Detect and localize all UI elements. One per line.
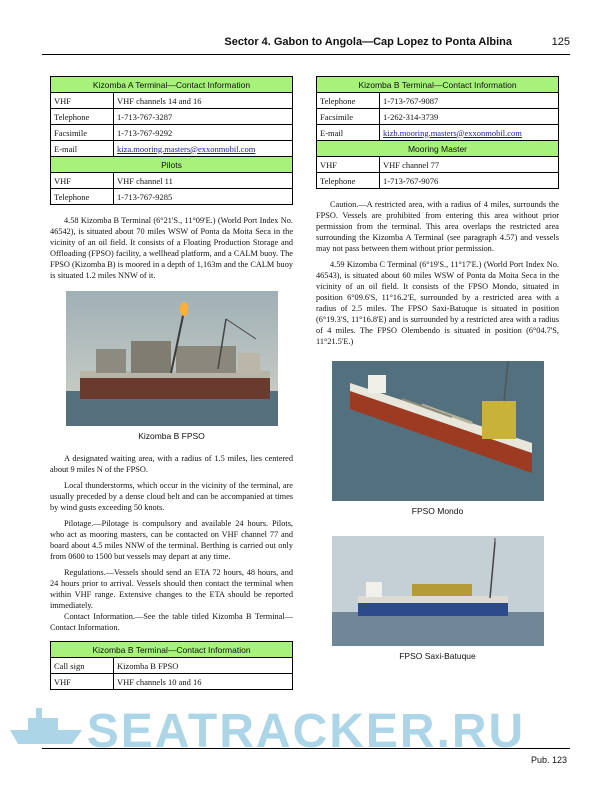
table-row (51, 674, 293, 690)
table-cell: VHF (317, 157, 380, 173)
page-header (42, 36, 570, 52)
right-column (316, 76, 559, 673)
kizomba-b-fpso-caption: Kizomba B FPSO (138, 431, 205, 441)
table-row (317, 157, 559, 173)
table-cell: Telephone (51, 109, 114, 125)
paragraph-caution (316, 199, 559, 254)
pilotage-text: Pilotage is compulsory and available 24 hours. Pilots, who act as mooring masters, can be contacted on VHF channel 77 and board about 4.5 miles NNW of the terminal. Berthing is carried out only from 0600 to 1500 but vessels may depart at any time. (50, 519, 293, 561)
paragraph-waiting-area: A designated waiting area, with a radius of 1.5 miles, lies centered about 9 miles N of the FPSO. (50, 454, 293, 474)
table-title: Kizomba B Terminal—Contact Information (317, 77, 559, 93)
table-cell: Facsimile (51, 125, 114, 141)
fpso-saxi-batuque-image (332, 536, 544, 646)
table-cell: VHF channel 11 (114, 173, 293, 189)
table-row (317, 93, 559, 109)
table-section-title: Pilots (51, 157, 293, 173)
contact-label: Contact Information.— (64, 612, 144, 621)
email-link[interactable]: kizb.mooring.masters@exxonmobil.com (383, 127, 522, 138)
header-divider (42, 54, 570, 55)
pilotage-label: Pilotage.— (64, 519, 102, 528)
table-cell (114, 141, 293, 157)
left-column (50, 76, 293, 700)
contact-text: See the table titled Kizomba B Terminal—Contact Information. (50, 612, 293, 632)
table-section-title: Mooring Master (317, 141, 559, 157)
table-cell: Telephone (317, 93, 380, 109)
kizomba-b-contact-table (316, 76, 559, 189)
table-cell: 1-713-767-9087 (380, 93, 559, 109)
paragraph-contact-information (50, 611, 293, 633)
table-row (51, 141, 293, 157)
table-cell: E-mail (51, 141, 114, 157)
paragraph-pilotage (50, 518, 293, 562)
table-cell: VHF channels 10 and 16 (114, 674, 293, 690)
page-title: Sector 4. Gabon to Angola—Cap Lopez to Ponta Albina (224, 36, 512, 48)
table-cell: Telephone (51, 189, 114, 205)
table-row (317, 125, 559, 141)
fpso-mondo-photo (332, 361, 544, 501)
kizomba-b-callsign-table (50, 641, 293, 690)
table-row (51, 658, 293, 674)
table-title: Kizomba B Terminal—Contact Information (51, 642, 293, 658)
table-cell: VHF (51, 173, 114, 189)
table-cell: 1-713-767-9285 (114, 189, 293, 205)
kizomba-b-fpso-image (66, 291, 278, 426)
table-cell: E-mail (317, 125, 380, 141)
fpso-mondo-caption: FPSO Mondo (411, 506, 464, 516)
footer-divider (42, 748, 570, 749)
kizomba-a-contact-table (50, 76, 293, 205)
paragraph-thunderstorms: Local thunderstorms, which occur in the vicinity of the terminal, are usually preceded by a dense cloud belt and can be accompanied at times by wind gusts exceeding 50 knots. (50, 481, 293, 512)
caution-text: A restricted area, with a radius of 4 miles, surrounds the FPSO. Vessels are prohibited from entering this area without prior permission from the terminal. This area overlaps the restricted area surrounding the Kizomba A Terminal (see paragraph 4.57) and vessels may not pass between them without prior permission. (316, 200, 559, 253)
table-cell: 1-262-314-3739 (380, 109, 559, 125)
paragraph-regulations (50, 567, 293, 611)
table-cell: 1-713-767-9292 (114, 125, 293, 141)
paragraph-4-58: 4.58 Kizomba B Terminal (6°21'S., 11°09'E.) (World Port Index No. 46542), is situated about 70 miles WSW of Ponta da Moita Seca in the vicinity of an oil field. It consists of a Floating Production Storage and Offloading (FPSO) facility, a wellhead platform, and a CALM buoy. The FPSO (Kizomba B) is moored in a depth of 1,163m and the CALM buoy is situated 1.2 miles NNW of it. (50, 216, 293, 280)
table-row (51, 125, 293, 141)
table-cell: Kizomba B FPSO (114, 658, 293, 674)
table-cell: 1-713-767-9076 (380, 173, 559, 189)
table-cell: Telephone (317, 173, 380, 189)
email-link[interactable]: kiza.mooring.masters@exxonmobil.com (117, 143, 256, 154)
table-row (317, 173, 559, 189)
table-cell: VHF channel 77 (380, 157, 559, 173)
table-cell: VHF channels 14 and 16 (114, 93, 293, 109)
fpso-mondo-image (332, 361, 544, 501)
watermark: SEATRACKER.RU (86, 705, 526, 758)
table-cell: Call sign (51, 658, 114, 674)
regulations-text: Vessels should send an ETA 72 hours, 48 hours, and 24 hours prior to arrival. Vessels should then contact the terminal when within VHF range. Extensive changes to the ETA should be reported immediately. (50, 568, 293, 610)
table-title: Kizomba A Terminal—Contact Information (51, 77, 293, 93)
table-cell (380, 125, 559, 141)
table-row (51, 189, 293, 205)
regulations-label: Regulations.— (64, 568, 115, 577)
table-cell: VHF (51, 93, 114, 109)
table-row (317, 109, 559, 125)
page-number: 125 (551, 36, 570, 48)
kizomba-b-fpso-photo (66, 291, 278, 426)
table-row (51, 173, 293, 189)
table-cell: VHF (51, 674, 114, 690)
paragraph-4-59: 4.59 Kizomba C Terminal (6°19'S., 11°17'E.) (World Port Index No. 46543), is situated about 60 miles WSW of Ponta da Moita Seca in the vicinity of an oil field. It consists of the FPSO Mondo, situated in position 6°09.6'S, 11°16.2'E, surrounded by a restricted area with a radius of 2.5 miles. The FPSO Saxi-Batuque is situated in position (6°19.3'S, 11°16.8'E) and is surrounded by a restricted area with a radius of 4 miles. The FPSO Olembendo is situated in position (6°04.7'S, 11°21.5'E.) (316, 260, 559, 346)
table-cell: Facsimile (317, 109, 380, 125)
publication-number: Pub. 123 (530, 755, 567, 765)
fpso-saxi-batuque-caption: FPSO Saxi-Batuque (399, 651, 476, 661)
fpso-saxi-batuque-photo (332, 536, 544, 646)
table-row (51, 93, 293, 109)
table-row (51, 109, 293, 125)
table-cell: 1-713-767-3287 (114, 109, 293, 125)
caution-label: Caution.— (330, 200, 367, 209)
